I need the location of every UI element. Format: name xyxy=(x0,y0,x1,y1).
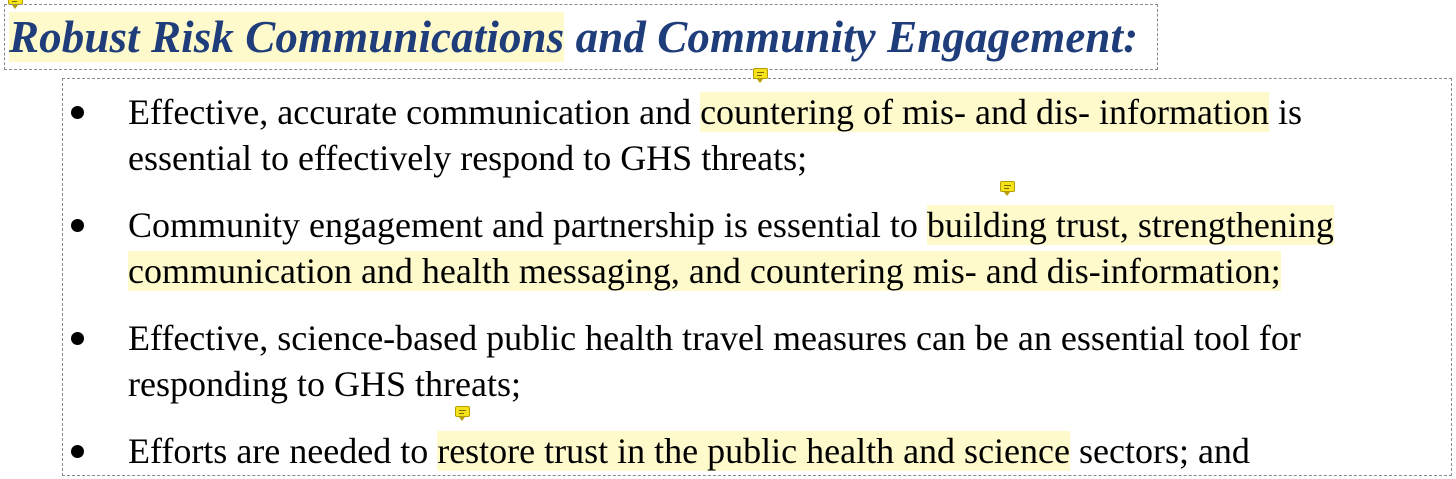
text-run: Efforts are needed to xyxy=(128,431,438,471)
list-item-line xyxy=(128,135,807,181)
list-item-line xyxy=(128,361,521,407)
text-run: is xyxy=(1268,92,1302,132)
text-run: sectors; and xyxy=(1069,431,1250,471)
text-run: Community engagement and partnership is essential to xyxy=(128,205,927,245)
highlighted-text: countering of mis- and dis- information xyxy=(700,92,1269,132)
text-run: Effective, science-based public health travel measures can be an essential tool for xyxy=(128,318,1301,358)
list-item-line xyxy=(128,315,1301,361)
bullet-icon xyxy=(71,219,84,232)
bullet-icon xyxy=(71,445,84,458)
highlighted-text: communication and health messaging, and countering mis- and dis-information; xyxy=(128,251,1281,291)
list-item-line xyxy=(128,248,1281,294)
comment-icon[interactable] xyxy=(1000,181,1015,192)
comment-icon[interactable] xyxy=(753,68,768,79)
comment-icon[interactable] xyxy=(455,406,470,417)
list-item-line xyxy=(128,89,1302,135)
section-title xyxy=(9,10,1138,64)
text-run: responding to GHS threats; xyxy=(128,364,521,404)
bullet-icon xyxy=(71,332,84,345)
title-highlight: Robust Risk Communications xyxy=(9,12,565,62)
list-item-line xyxy=(128,428,1250,474)
highlighted-text: building trust, strengthening xyxy=(926,205,1334,245)
title-rest: and Community Engagement: xyxy=(564,12,1139,62)
list-item-line xyxy=(128,202,1334,248)
highlighted-text: restore trust in the public health and science xyxy=(437,431,1070,471)
text-run: Effective, accurate communication and xyxy=(128,92,701,132)
text-run: essential to effectively respond to GHS threats; xyxy=(128,138,808,178)
bullet-icon xyxy=(71,106,84,119)
